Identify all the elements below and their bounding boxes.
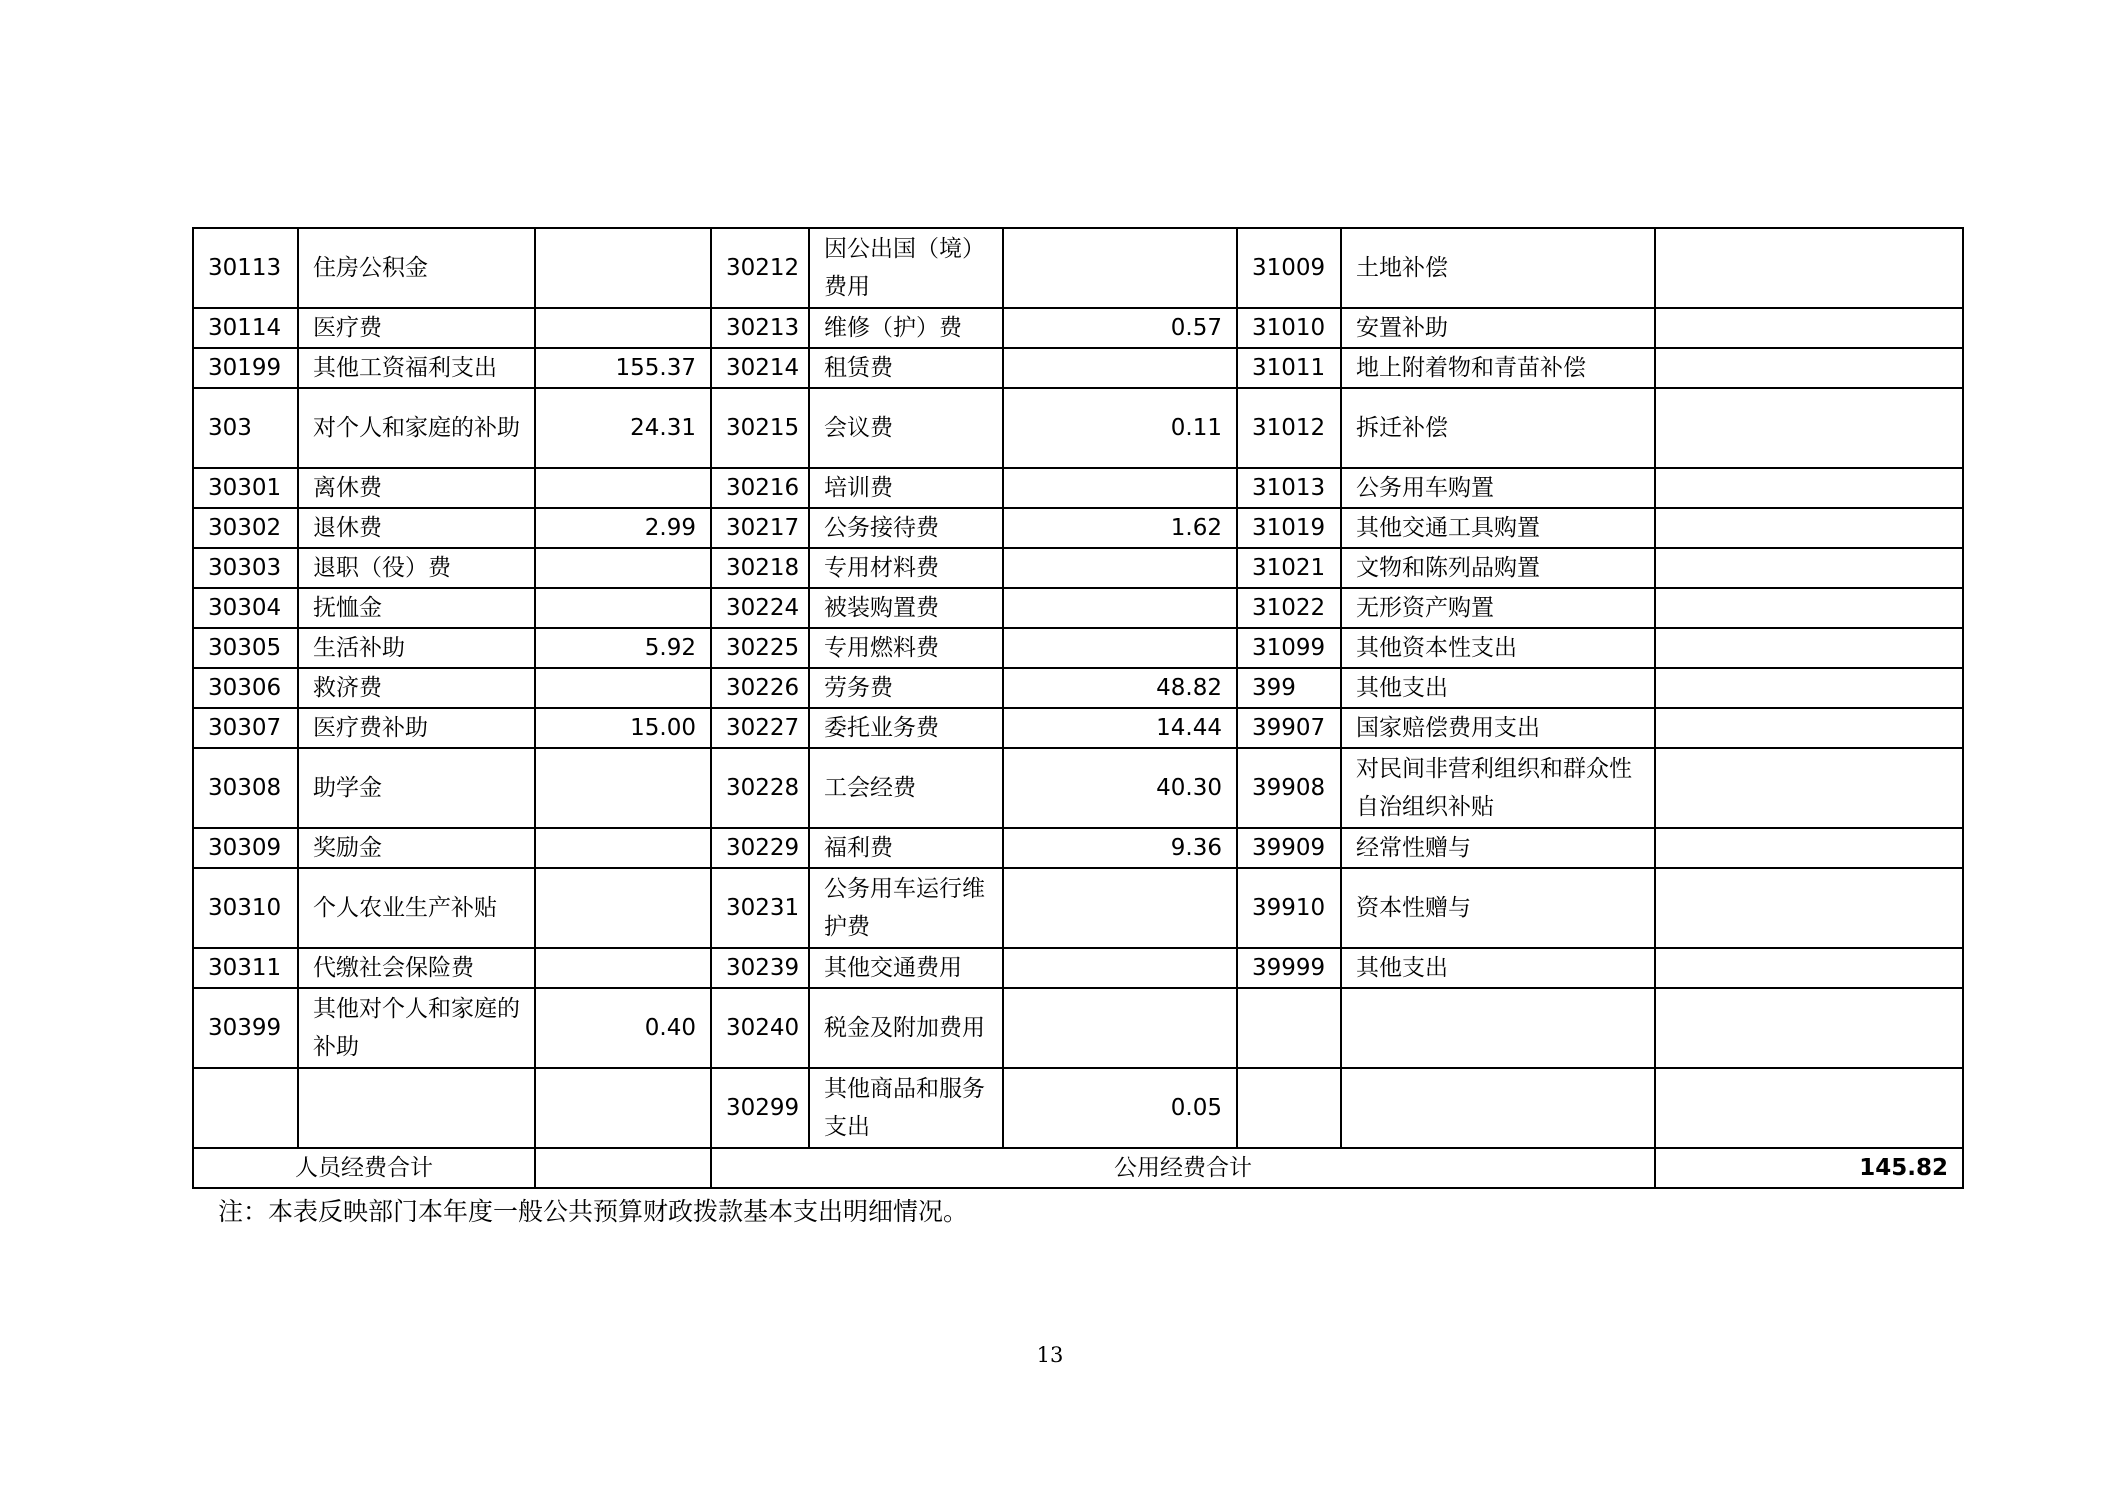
table-row [193,868,1963,948]
table-row [193,308,1963,348]
amount-cell [1655,228,1963,308]
econ-name-cell: 住房公积金 [298,228,535,308]
econ-code-cell: 30308 [193,748,298,828]
amount-cell [535,828,711,868]
econ-name-cell: 奖励金 [298,828,535,868]
econ-name-cell: 安置补助 [1341,308,1655,348]
econ-code-cell: 30306 [193,668,298,708]
econ-code-cell: 31010 [1237,308,1341,348]
econ-code-cell: 30231 [711,868,809,948]
amount-cell [1003,548,1237,588]
econ-code-cell: 30225 [711,628,809,668]
amount-cell [1655,668,1963,708]
econ-code-cell: 30228 [711,748,809,828]
amount-cell [1655,868,1963,948]
econ-code-cell: 30399 [193,988,298,1068]
econ-name-cell [1341,988,1655,1068]
econ-name-cell: 公务用车购置 [1341,468,1655,508]
amount-cell: 5.92 [535,628,711,668]
econ-name-cell: 专用材料费 [809,548,1003,588]
econ-name-cell: 培训费 [809,468,1003,508]
econ-code-cell: 31022 [1237,588,1341,628]
econ-code-cell: 30114 [193,308,298,348]
table-row [193,1068,1963,1148]
public-total-label: 公用经费合计 [711,1148,1655,1188]
amount-cell [535,668,711,708]
amount-cell [535,468,711,508]
econ-name-cell [298,1068,535,1148]
amount-cell [535,748,711,828]
amount-cell [1655,588,1963,628]
econ-name-cell: 抚恤金 [298,588,535,628]
econ-name-cell: 退休费 [298,508,535,548]
econ-code-cell: 30304 [193,588,298,628]
econ-code-cell: 30216 [711,468,809,508]
amount-cell: 15.00 [535,708,711,748]
econ-code-cell: 39999 [1237,948,1341,988]
personnel-total-value [535,1148,711,1188]
amount-cell [1003,948,1237,988]
table-row [193,828,1963,868]
econ-code-cell: 30218 [711,548,809,588]
expenditure-detail-table [192,227,1964,1189]
econ-name-cell: 公务用车运行维护费 [809,868,1003,948]
amount-cell [1655,948,1963,988]
amount-cell [1655,468,1963,508]
econ-name-cell: 代缴社会保险费 [298,948,535,988]
table-row [193,508,1963,548]
econ-code-cell: 30199 [193,348,298,388]
amount-cell [1003,628,1237,668]
amount-cell [1655,748,1963,828]
econ-code-cell: 31013 [1237,468,1341,508]
econ-name-cell: 工会经费 [809,748,1003,828]
econ-code-cell: 30299 [711,1068,809,1148]
econ-name-cell: 国家赔偿费用支出 [1341,708,1655,748]
econ-name-cell: 医疗费补助 [298,708,535,748]
table-row [193,708,1963,748]
econ-code-cell: 30307 [193,708,298,748]
amount-cell [535,868,711,948]
econ-code-cell: 31011 [1237,348,1341,388]
amount-cell [1003,988,1237,1068]
econ-code-cell: 31099 [1237,628,1341,668]
table-row [193,588,1963,628]
econ-code-cell: 30229 [711,828,809,868]
econ-code-cell [193,1068,298,1148]
econ-name-cell: 委托业务费 [809,708,1003,748]
econ-name-cell: 地上附着物和青苗补偿 [1341,348,1655,388]
econ-name-cell: 文物和陈列品购置 [1341,548,1655,588]
econ-name-cell: 其他工资福利支出 [298,348,535,388]
amount-cell [1655,308,1963,348]
amount-cell: 155.37 [535,348,711,388]
econ-name-cell: 经常性赠与 [1341,828,1655,868]
econ-code-cell: 30301 [193,468,298,508]
table-row [193,748,1963,828]
econ-code-cell: 30302 [193,508,298,548]
amount-cell [535,1068,711,1148]
amount-cell [1655,828,1963,868]
econ-name-cell: 离休费 [298,468,535,508]
econ-code-cell: 31012 [1237,388,1341,468]
amount-cell [535,228,711,308]
econ-code-cell: 30305 [193,628,298,668]
amount-cell: 0.57 [1003,308,1237,348]
amount-cell [1655,988,1963,1068]
amount-cell: 2.99 [535,508,711,548]
table-row [193,228,1963,308]
econ-code-cell [1237,988,1341,1068]
table-body [193,228,1963,1188]
table-row [193,628,1963,668]
econ-name-cell: 其他商品和服务支出 [809,1068,1003,1148]
econ-code-cell: 30214 [711,348,809,388]
econ-code-cell: 303 [193,388,298,468]
econ-name-cell: 税金及附加费用 [809,988,1003,1068]
econ-name-cell: 对个人和家庭的补助 [298,388,535,468]
econ-name-cell: 生活补助 [298,628,535,668]
amount-cell [1003,868,1237,948]
econ-code-cell: 30213 [711,308,809,348]
econ-code-cell: 30303 [193,548,298,588]
econ-code-cell: 30311 [193,948,298,988]
econ-name-cell: 其他支出 [1341,668,1655,708]
econ-name-cell: 助学金 [298,748,535,828]
table-row [193,468,1963,508]
amount-cell [1003,228,1237,308]
econ-name-cell: 会议费 [809,388,1003,468]
econ-code-cell: 31009 [1237,228,1341,308]
econ-code-cell: 31021 [1237,548,1341,588]
econ-name-cell [1341,1068,1655,1148]
econ-code-cell: 30310 [193,868,298,948]
econ-name-cell: 公务接待费 [809,508,1003,548]
table-row [193,348,1963,388]
amount-cell [1655,388,1963,468]
econ-name-cell: 租赁费 [809,348,1003,388]
amount-cell [1655,708,1963,748]
amount-cell: 0.05 [1003,1068,1237,1148]
amount-cell [1655,628,1963,668]
amount-cell [1003,468,1237,508]
econ-name-cell: 救济费 [298,668,535,708]
amount-cell: 48.82 [1003,668,1237,708]
econ-code-cell: 30212 [711,228,809,308]
amount-cell [535,548,711,588]
amount-cell [1655,508,1963,548]
amount-cell: 0.40 [535,988,711,1068]
econ-code-cell: 39907 [1237,708,1341,748]
econ-code-cell: 30239 [711,948,809,988]
amount-cell: 14.44 [1003,708,1237,748]
amount-cell [1655,1068,1963,1148]
econ-name-cell: 其他支出 [1341,948,1655,988]
econ-name-cell: 拆迁补偿 [1341,388,1655,468]
econ-name-cell: 个人农业生产补贴 [298,868,535,948]
totals-row [193,1148,1963,1188]
amount-cell [1003,588,1237,628]
amount-cell: 24.31 [535,388,711,468]
econ-name-cell: 福利费 [809,828,1003,868]
amount-cell [1655,548,1963,588]
econ-code-cell: 30226 [711,668,809,708]
econ-code-cell: 39908 [1237,748,1341,828]
econ-name-cell: 劳务费 [809,668,1003,708]
amount-cell: 40.30 [1003,748,1237,828]
amount-cell: 1.62 [1003,508,1237,548]
table-row [193,948,1963,988]
econ-name-cell: 医疗费 [298,308,535,348]
amount-cell [1655,348,1963,388]
table-row [193,548,1963,588]
econ-code-cell: 30113 [193,228,298,308]
econ-name-cell: 其他交通费用 [809,948,1003,988]
econ-code-cell [1237,1068,1341,1148]
econ-name-cell: 其他交通工具购置 [1341,508,1655,548]
table-row [193,668,1963,708]
econ-name-cell: 对民间非营利组织和群众性自治组织补贴 [1341,748,1655,828]
econ-name-cell: 专用燃料费 [809,628,1003,668]
econ-name-cell: 被装购置费 [809,588,1003,628]
econ-name-cell: 其他对个人和家庭的补助 [298,988,535,1068]
econ-name-cell: 资本性赠与 [1341,868,1655,948]
econ-code-cell: 39910 [1237,868,1341,948]
amount-cell: 0.11 [1003,388,1237,468]
econ-name-cell: 退职（役）费 [298,548,535,588]
amount-cell [535,308,711,348]
econ-name-cell: 其他资本性支出 [1341,628,1655,668]
econ-code-cell: 399 [1237,668,1341,708]
table-row [193,388,1963,468]
econ-name-cell: 维修（护）费 [809,308,1003,348]
table-row [193,988,1963,1068]
table-note: 注：本表反映部门本年度一般公共预算财政拨款基本支出明细情况。 [218,1197,969,1226]
page-number: 13 [1036,1343,1064,1367]
econ-code-cell: 31019 [1237,508,1341,548]
econ-code-cell: 30217 [711,508,809,548]
econ-code-cell: 30309 [193,828,298,868]
econ-name-cell: 土地补偿 [1341,228,1655,308]
amount-cell: 9.36 [1003,828,1237,868]
amount-cell [535,588,711,628]
personnel-total-label: 人员经费合计 [193,1148,535,1188]
econ-name-cell: 因公出国（境）费用 [809,228,1003,308]
amount-cell [1003,348,1237,388]
econ-code-cell: 39909 [1237,828,1341,868]
econ-name-cell: 无形资产购置 [1341,588,1655,628]
econ-code-cell: 30227 [711,708,809,748]
econ-code-cell: 30215 [711,388,809,468]
econ-code-cell: 30224 [711,588,809,628]
econ-code-cell: 30240 [711,988,809,1068]
amount-cell [535,948,711,988]
public-total-value: 145.82 [1655,1148,1963,1188]
